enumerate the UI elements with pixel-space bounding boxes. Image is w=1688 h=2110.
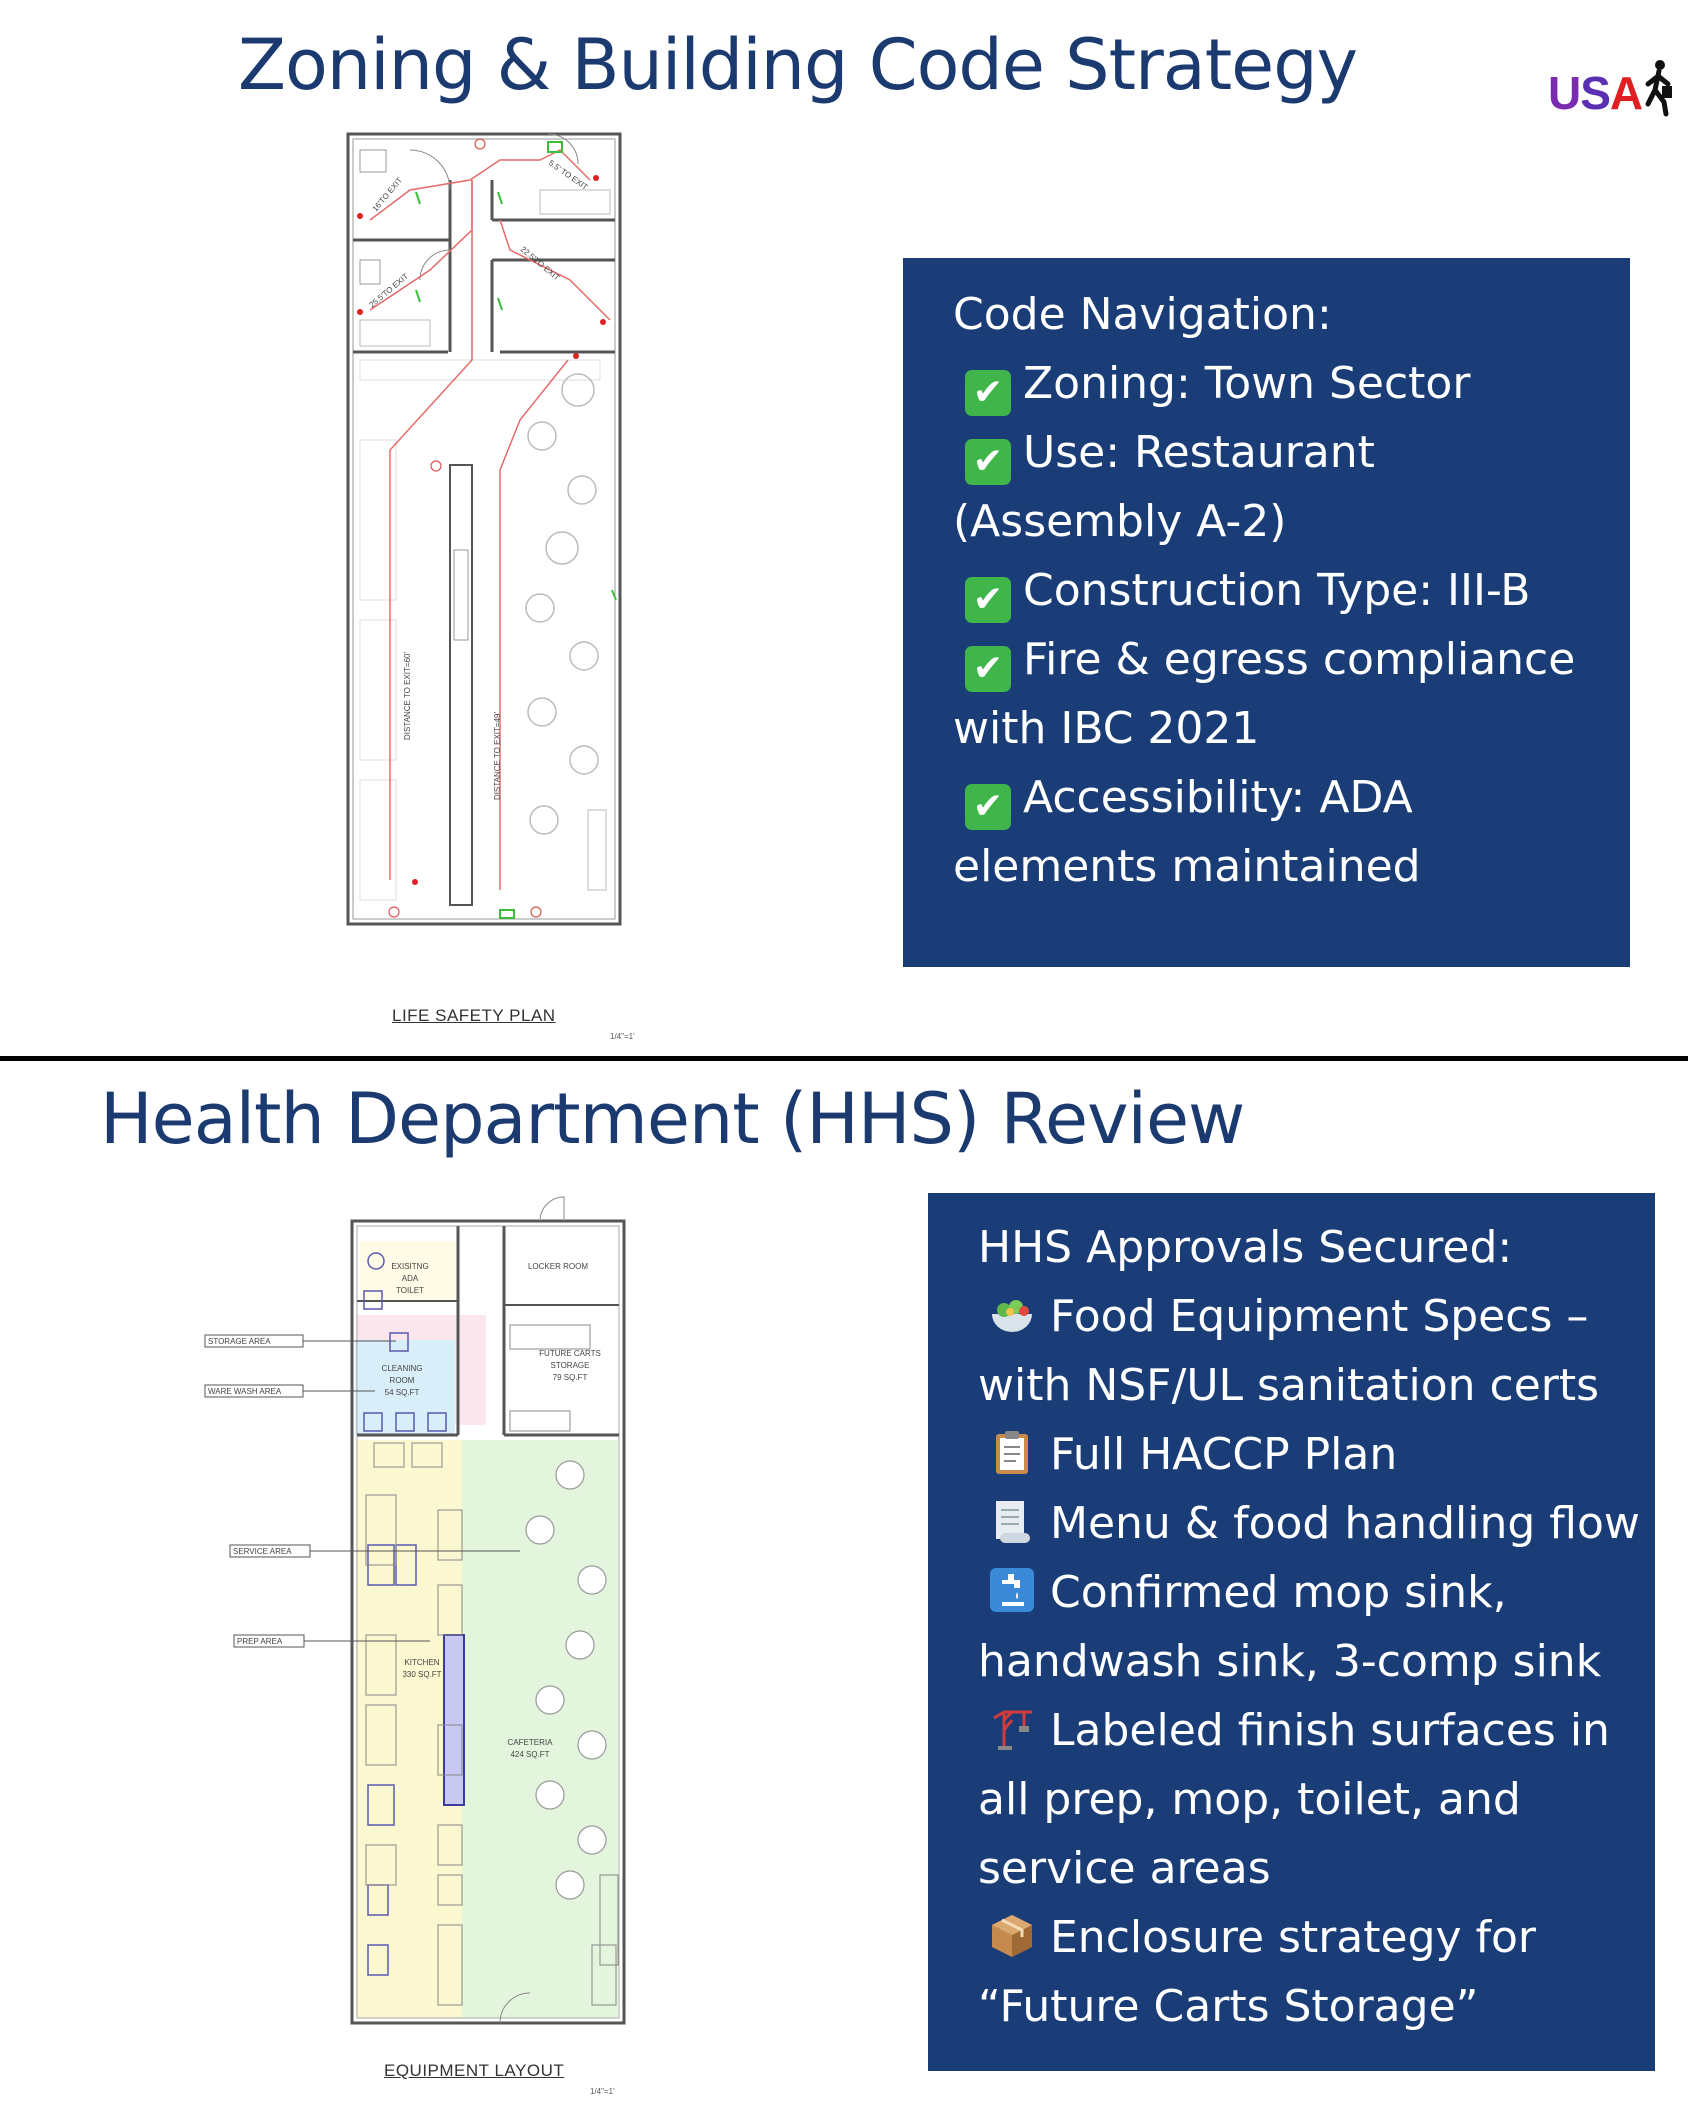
section-divider — [0, 1056, 1688, 1061]
code-navigation-list — [953, 349, 1600, 901]
callout-storage-area: STORAGE AREA — [208, 1337, 271, 1346]
hhs-item-text: Menu & food handling flow — [978, 1489, 1635, 1558]
hhs-item-text: Enclosure strategy for — [978, 1903, 1635, 1972]
hhs-item-text: “Future Carts Storage” — [978, 1981, 1479, 2032]
distance-label: 22.5'TO EXIT — [518, 244, 562, 283]
check-mark-icon: ✔ — [965, 439, 1011, 485]
hhs-item-text: Confirmed mop sink, — [978, 1558, 1635, 1627]
crane-icon — [988, 1703, 1036, 1751]
room-label-cafeteria: 424 SQ.FT — [510, 1750, 550, 1759]
hhs-item-text: all prep, mop, toilet, and — [978, 1774, 1521, 1825]
code-item-text: ✔ Accessibility: ADA — [953, 763, 1600, 832]
room-label-cleaning: CLEANING — [381, 1364, 423, 1373]
hhs-item-text: with NSF/UL sanitation certs — [978, 1360, 1600, 1411]
usa-logo — [1540, 52, 1680, 132]
equipment-layout-scale: 1/4"=1' — [590, 2087, 615, 2096]
section-title-hhs: Health Department (HHS) Review — [100, 1078, 1245, 1160]
hhs-item — [978, 1558, 1635, 1696]
hhs-item-text: Labeled finish surfaces in — [978, 1696, 1635, 1765]
callout-ware-wash-area: WARE WASH AREA — [208, 1387, 282, 1396]
room-label-toilet: ADA — [401, 1274, 419, 1283]
package-icon — [988, 1910, 1036, 1958]
code-item-text: ✔ Use: Restaurant — [953, 418, 1600, 487]
section-title-zoning: Zoning & Building Code Strategy — [238, 24, 1358, 106]
code-item-text: elements maintained — [953, 841, 1421, 892]
room-label-cleaning: ROOM — [389, 1376, 415, 1385]
room-label-cafeteria: CAFETERIA — [507, 1738, 553, 1747]
logo-text: USA — [1548, 67, 1643, 119]
equipment-layout-label: EQUIPMENT LAYOUT — [384, 2061, 565, 2080]
code-item-text: ✔ Fire & egress compliance — [953, 625, 1600, 694]
life-safety-plan-drawing — [320, 120, 650, 940]
check-mark-icon: ✔ — [965, 646, 1011, 692]
code-item-text: (Assembly A-2) — [953, 496, 1287, 547]
faucet-icon — [988, 1565, 1036, 1613]
room-label-carts: 79 SQ.FT — [552, 1373, 588, 1382]
code-item-text: ✔ Zoning: Town Sector — [953, 349, 1600, 418]
scroll-icon — [988, 1496, 1036, 1544]
hhs-item — [978, 1696, 1635, 1903]
room-label-carts: STORAGE — [550, 1361, 590, 1370]
equipment-layout — [200, 1185, 640, 2105]
equipment-layout-drawing — [200, 1185, 640, 2035]
room-label-locker: LOCKER ROOM — [527, 1262, 589, 1271]
hhs-approvals-panel — [928, 1193, 1655, 2071]
life-safety-plan-label: LIFE SAFETY PLAN — [392, 1006, 556, 1025]
code-item — [953, 763, 1600, 901]
room-label-kitchen: KITCHEN — [404, 1658, 440, 1667]
hhs-item — [978, 1903, 1635, 2041]
hhs-item-text: Food Equipment Specs – — [978, 1282, 1635, 1351]
distance-label: 16'TO EXIT — [370, 175, 405, 214]
hhs-approvals-heading: HHS Approvals Secured: — [978, 1222, 1513, 1273]
code-navigation-panel — [903, 258, 1630, 967]
room-label-cleaning: 54 SQ.FT — [384, 1388, 420, 1397]
salad-icon — [988, 1289, 1036, 1337]
hhs-item — [978, 1489, 1640, 1558]
check-mark-icon: ✔ — [965, 784, 1011, 830]
distance-label: 5.5' TO EXIT — [546, 158, 590, 192]
code-item — [953, 556, 1600, 625]
callout-prep-area: PREP AREA — [237, 1637, 283, 1646]
code-item — [953, 349, 1600, 418]
hhs-item — [978, 1282, 1635, 1420]
check-mark-icon: ✔ — [965, 577, 1011, 623]
hhs-item-text: service areas — [978, 1843, 1271, 1894]
code-navigation-heading: Code Navigation: — [953, 289, 1332, 340]
distance-label: 25.5'TO EXIT — [367, 271, 411, 310]
hhs-item-text: Full HACCP Plan — [978, 1420, 1635, 1489]
code-item — [953, 418, 1600, 556]
room-label-toilet: TOILET — [396, 1286, 424, 1295]
life-safety-plan-scale: 1/4"=1' — [610, 1032, 635, 1041]
running-person-icon — [1640, 58, 1676, 118]
check-mark-icon: ✔ — [965, 370, 1011, 416]
clipboard-icon — [988, 1427, 1036, 1475]
life-safety-plan — [320, 120, 650, 1050]
hhs-item — [978, 1420, 1635, 1489]
room-label-carts: FUTURE CARTS — [539, 1349, 601, 1358]
callout-service-area: SERVICE AREA — [233, 1547, 292, 1556]
code-item — [953, 625, 1600, 763]
distance-label: DISTANCE TO EXIT=49' — [493, 712, 502, 800]
code-item-text: ✔ Construction Type: III-B — [953, 556, 1600, 625]
hhs-item-text: handwash sink, 3-comp sink — [978, 1636, 1602, 1687]
room-label-toilet: EXISITNG — [391, 1262, 429, 1271]
distance-label: DISTANCE TO EXIT=60' — [403, 652, 412, 740]
hhs-approvals-list — [978, 1282, 1640, 2041]
room-label-kitchen: 330 SQ.FT — [402, 1670, 442, 1679]
code-item-text: with IBC 2021 — [953, 703, 1260, 754]
